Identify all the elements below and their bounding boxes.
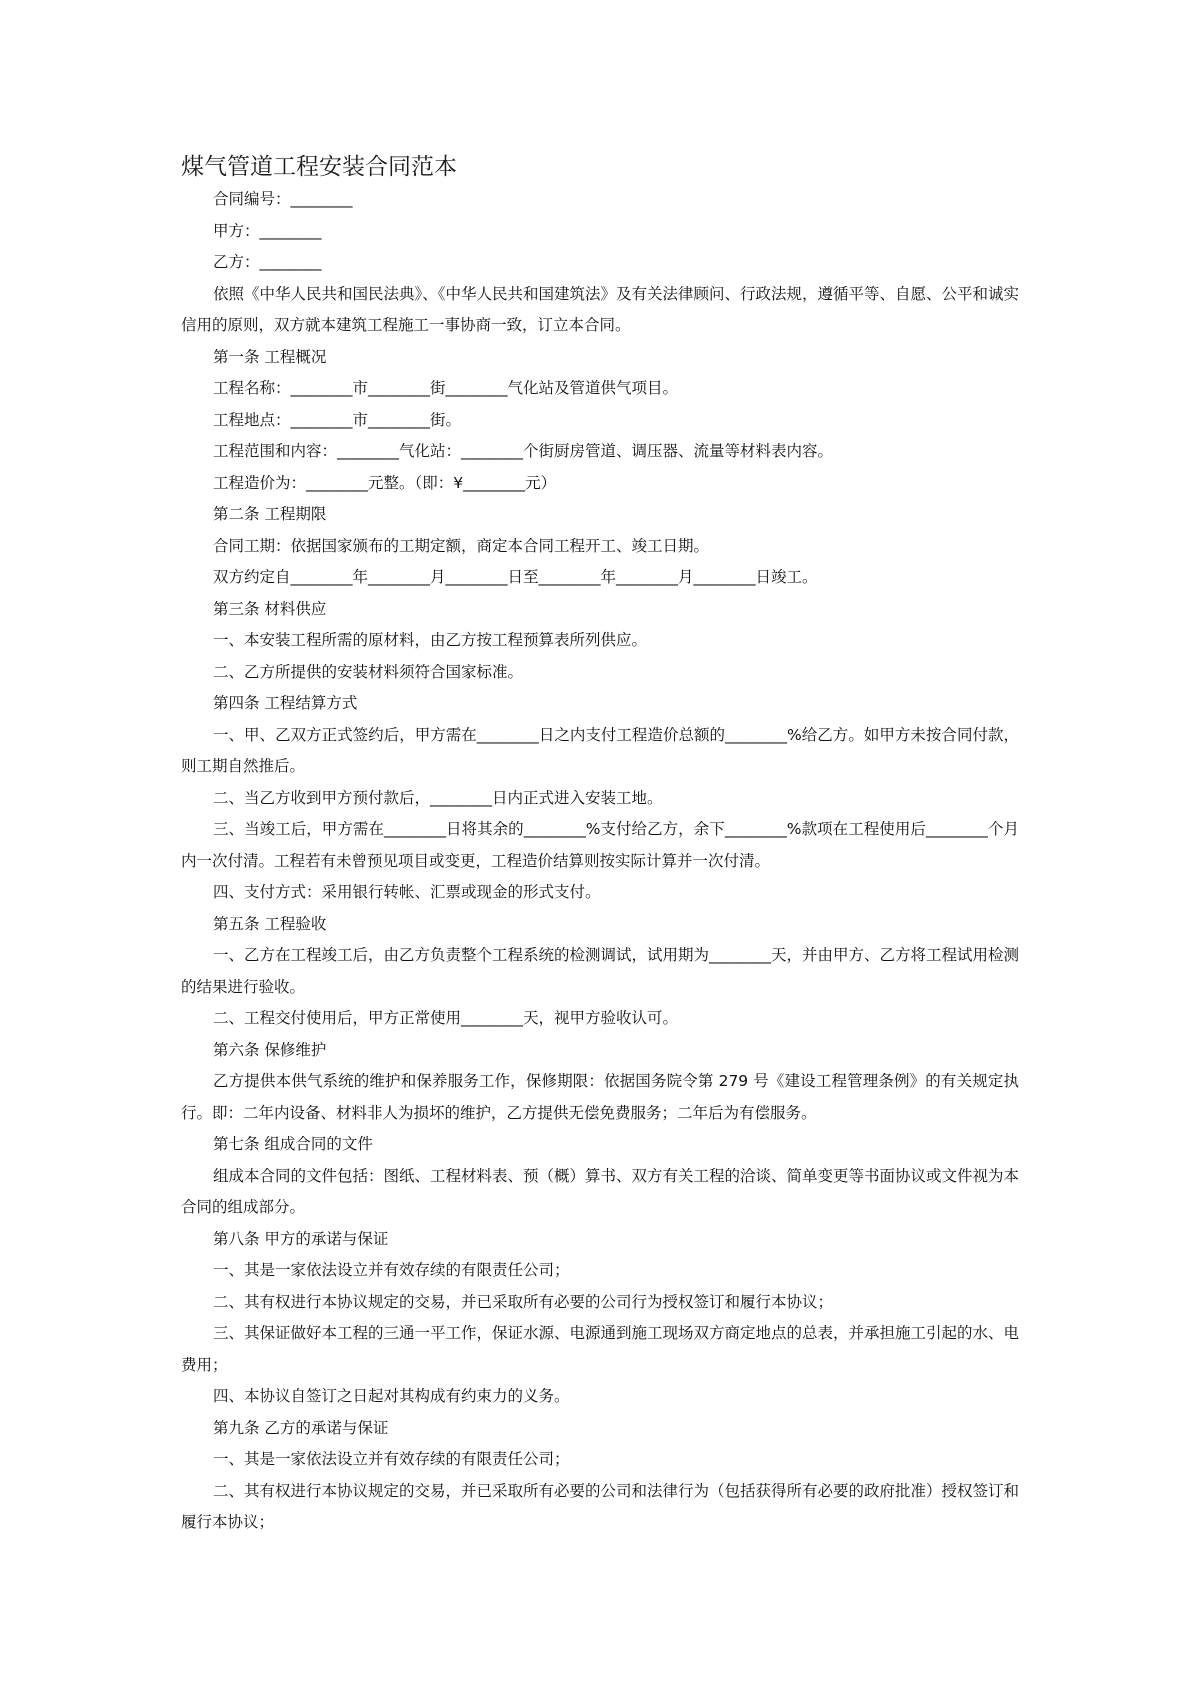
document-body bbox=[181, 150, 1019, 1539]
paragraph-party-a-promise-2: 二、其有权进行本协议规定的交易，并已采取所有必要的公司行为授权签订和履行本协议； bbox=[213, 1292, 834, 1311]
heading-article-6: 第六条 保修维护 bbox=[213, 1040, 327, 1059]
paragraph-project-cost: 工程造价为：________元整。（即：¥________元） bbox=[213, 473, 557, 492]
document-title: 煤气管道工程安装合同范本 bbox=[181, 154, 457, 180]
heading-article-5: 第五条 工程验收 bbox=[213, 914, 327, 933]
heading-article-9: 第九条 乙方的承诺与保证 bbox=[213, 1418, 389, 1437]
paragraph-party-b: 乙方：________ bbox=[213, 253, 322, 271]
paragraph-contract-number: 合同编号：________ bbox=[213, 190, 353, 208]
paragraph-warranty: 乙方提供本供气系统的维护和保养服务工作，保修期限：依据国务院令第 279 号《建设工程管理条例》的有关规定执行。即：二年内设备、材料非人为损坏的维护，乙方提供无偿免费服务；二年后为有偿服务。 bbox=[181, 1072, 1019, 1122]
heading-article-7: 第七条 组成合同的文件 bbox=[213, 1135, 373, 1153]
paragraph-party-a-promise-4: 四、本协议自签订之日起对其构成有约束力的义务。 bbox=[213, 1387, 570, 1405]
paragraph-settlement-2: 二、当乙方收到甲方预付款后，________日内正式进入安装工地。 bbox=[213, 788, 663, 807]
heading-article-8: 第八条 甲方的承诺与保证 bbox=[213, 1229, 389, 1248]
heading-article-4: 第四条 工程结算方式 bbox=[213, 694, 358, 712]
paragraph-preamble: 依照《中华人民共和国民法典》、《中华人民共和国建筑法》及有关法律顾问、行政法规，遵循平等、自愿、公平和诚实信用的原则，双方就本建筑工程施工一事协商一致，订立本合同。 bbox=[181, 284, 1020, 334]
paragraph-project-scope: 工程范围和内容：________气化站：________个街厨房管道、调压器、流量等材料表内容。 bbox=[213, 442, 834, 460]
paragraph-contract-documents: 组成本合同的文件包括：图纸、工程材料表、预（概）算书、双方有关工程的洽谈、简单变更等书面协议或文件视为本合同的组成部分。 bbox=[181, 1166, 1020, 1216]
paragraph-settlement-3: 三、当竣工后，甲方需在________日将其余的________%支付给乙方，余下________%款项在工程使用后________个月内一次付清。工程若有未曾预见项目或变更，工程造价结算则按实际计算并一次付清。 bbox=[181, 820, 1019, 870]
heading-article-2: 第二条 工程期限 bbox=[213, 505, 327, 523]
paragraph-agreed-dates: 双方约定自________年________月________日至________年________月________日竣工。 bbox=[213, 568, 818, 586]
paragraph-party-a: 甲方：________ bbox=[213, 221, 322, 240]
paragraph-contract-period: 合同工期：依据国家颁布的工期定额，商定本合同工程开工、竣工日期。 bbox=[213, 536, 710, 555]
paragraph-settlement-1: 一、甲、乙双方正式签约后，甲方需在________日之内支付工程造价总额的________%给乙方。如甲方未按合同付款，则工期自然推后。 bbox=[181, 725, 1019, 775]
heading-article-3: 第三条 材料供应 bbox=[213, 599, 327, 618]
paragraph-acceptance-1: 一、乙方在工程竣工后，由乙方负责整个工程系统的检测调试，试用期为________天，并由甲方、乙方将工程试用检测的结果进行验收。 bbox=[181, 946, 1020, 996]
heading-article-1: 第一条 工程概况 bbox=[213, 347, 327, 366]
paragraph-settlement-4: 四、支付方式：采用银行转帐、汇票或现金的形式支付。 bbox=[213, 883, 601, 901]
paragraph-project-name: 工程名称：________市________街________气化站及管道供气项目。 bbox=[213, 379, 679, 397]
paragraph-party-a-promise-3: 三、其保证做好本工程的三通一平工作，保证水源、电源通到施工现场双方商定地点的总表，并承担施工引起的水、电费用； bbox=[181, 1324, 1020, 1374]
paragraph-project-location: 工程地点：________市________街。 bbox=[213, 410, 462, 429]
paragraph-party-b-promise-2: 二、其有权进行本协议规定的交易，并已采取所有必要的公司和法律行为（包括获得所有必要的政府批准）授权签订和履行本协议； bbox=[181, 1481, 1020, 1531]
paragraph-material-2: 二、乙方所提供的安装材料须符合国家标准。 bbox=[213, 662, 524, 681]
paragraph-material-1: 一、本安装工程所需的原材料，由乙方按工程预算表所列供应。 bbox=[213, 631, 648, 649]
paragraph-party-a-promise-1: 一、其是一家依法设立并有效存续的有限责任公司； bbox=[213, 1261, 570, 1279]
paragraph-acceptance-2: 二、工程交付使用后，甲方正常使用________天，视甲方验收认可。 bbox=[213, 1009, 679, 1027]
paragraph-party-b-promise-1: 一、其是一家依法设立并有效存续的有限责任公司； bbox=[213, 1450, 570, 1468]
